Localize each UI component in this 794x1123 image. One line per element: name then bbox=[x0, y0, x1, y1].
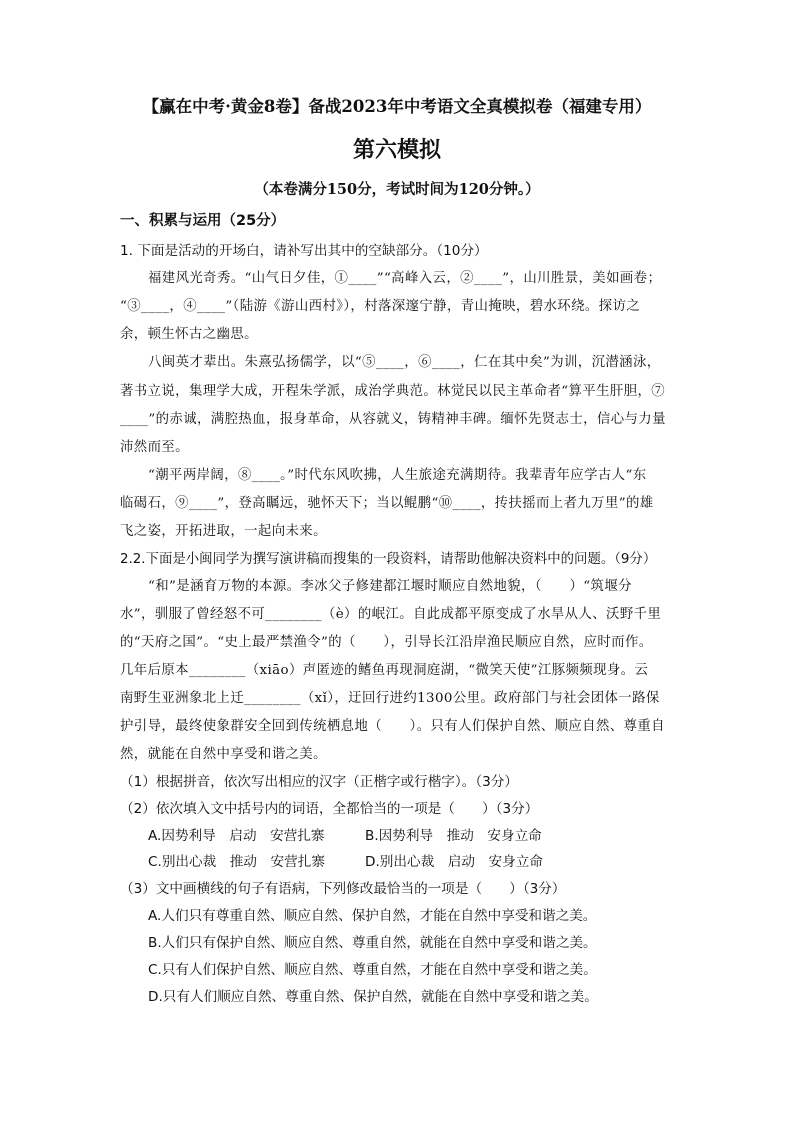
q1-line: “潮平两岸阔，⑧____。”时代东风吹拂，人生旅途充满期待。我辈青年应学古人“东 bbox=[148, 468, 647, 483]
q2-sub3-option-d: D.只有人们顺应自然、尊重自然、保护自然，就能在自然中享受和谐之美。 bbox=[148, 989, 598, 1005]
q2-sub2-option-c: C.别出心裁 推动 安营扎寨 bbox=[148, 854, 325, 870]
exam-note: （本卷满分150分，考试时间为120分钟。） bbox=[254, 181, 540, 198]
q1-line: “③____，④____”（陆游《游山西村》），村落深邃宁静，青山掩映，碧水环绕。探访之 bbox=[120, 299, 641, 314]
q2-line: 几年后原本________（xiāo）声匿迹的鳍鱼再现洞庭湖，“微笑天使”江豚频频现身。云 bbox=[120, 663, 649, 678]
q2-sub3-option-b: B.人们只有保护自然、顺应自然、尊重自然，就能在自然中享受和谐之美。 bbox=[148, 935, 597, 951]
q2-sub2-option-a: A.因势利导 启动 安营扎寨 bbox=[148, 828, 325, 844]
q1-line: 余，顿生怀古之幽思。 bbox=[120, 327, 258, 342]
q2-line: 南野生亚洲象北上迁________（xǐ），迂回行进约1300公里。政府部门与社会团体一路保 bbox=[120, 691, 660, 706]
q2-sub1: （1）根据拼音，依次写出相应的汉字（正楷字或行楷字）。（3分） bbox=[120, 774, 518, 790]
q2-sub3-option-c: C.只有人们保护自然、顺应自然、尊重自然，才能在自然中享受和谐之美。 bbox=[148, 962, 597, 978]
q2-sub2-option-d: D.别出心裁 启动 安身立命 bbox=[365, 854, 543, 870]
q2-sub2-option-b: B.因势利导 推动 安身立命 bbox=[365, 828, 542, 844]
q2-prompt: 2.2.下面是小闽同学为撰写演讲稿而搜集的一段资料，请帮助他解决资料中的问题。（9分） bbox=[120, 552, 657, 567]
q1-line: 临碣石，⑨____”，登高瞩远，驰怀天下；当以鲲鹏“⑩____，抟扶摇而上者九万里”的雄 bbox=[120, 496, 654, 511]
q2-line: “和”是涵育万物的本源。李冰父子修建都江堰时顺应自然地貌，（ ）“筑堰分 bbox=[148, 579, 632, 594]
exam-title: 【赢在中考·黄金8卷】备战2023年中考语文全真模拟卷（福建专用） bbox=[142, 97, 652, 116]
q2-line: 然，就能在自然中享受和谐之美。 bbox=[120, 747, 327, 762]
q1-line: 沛然而至。 bbox=[120, 440, 189, 455]
q2-line: 护引导，最终使象群安全回到传统栖息地（ ）。只有人们保护自然、顺应自然、尊重自 bbox=[120, 719, 665, 734]
q1-line: 八闽英才辈出。朱熹弘扬儒学，以“⑤____，⑥____，仁在其中矣”为训，沉潜涵泳， bbox=[148, 355, 661, 370]
q1-line: 著书立说，集理学大成，开程朱学派，成治学典范。林觉民以民主革命者“算平生肝胆，⑦ bbox=[120, 384, 666, 399]
section-heading: 一、积累与运用（25分） bbox=[120, 213, 286, 229]
q1-line: 福建风光奇秀。“山气日夕佳，①____”“高峰入云，②____”，山川胜景，美如画卷； bbox=[148, 271, 662, 286]
q2-sub2: （2）依次填入文中括号内的词语，全都恰当的一项是（ ）（3分） bbox=[120, 801, 539, 817]
page-title: 第六模拟 bbox=[352, 137, 441, 163]
q2-sub3-option-a: A.人们只有尊重自然、顺应自然、保护自然，才能在自然中享受和谐之美。 bbox=[148, 908, 597, 924]
q2-line: 的“天府之国”。“史上最严禁渔令”的（ ），引导长江沿岸渔民顺应自然，应时而作。 bbox=[120, 635, 653, 650]
q2-sub3: （3）文中画横线的句子有语病，下列修改最恰当的一项是（ ）（3分） bbox=[120, 881, 566, 897]
q1-line: 飞之姿，开拓进取，一起向未来。 bbox=[120, 524, 327, 539]
q2-line: 水”，驯服了曾经怒不可________（è）的岷江。自此成都平原变成了水旱从人、沃野千里 bbox=[120, 607, 662, 622]
q1-prompt: 1. 下面是活动的开场白，请补写出其中的空缺部分。（10分） bbox=[120, 243, 488, 259]
q1-line: ____”的赤诚，满腔热血，报身革命，从容就义，铸精神丰碑。缅怀先贤志士，信心与力量 bbox=[120, 412, 666, 427]
